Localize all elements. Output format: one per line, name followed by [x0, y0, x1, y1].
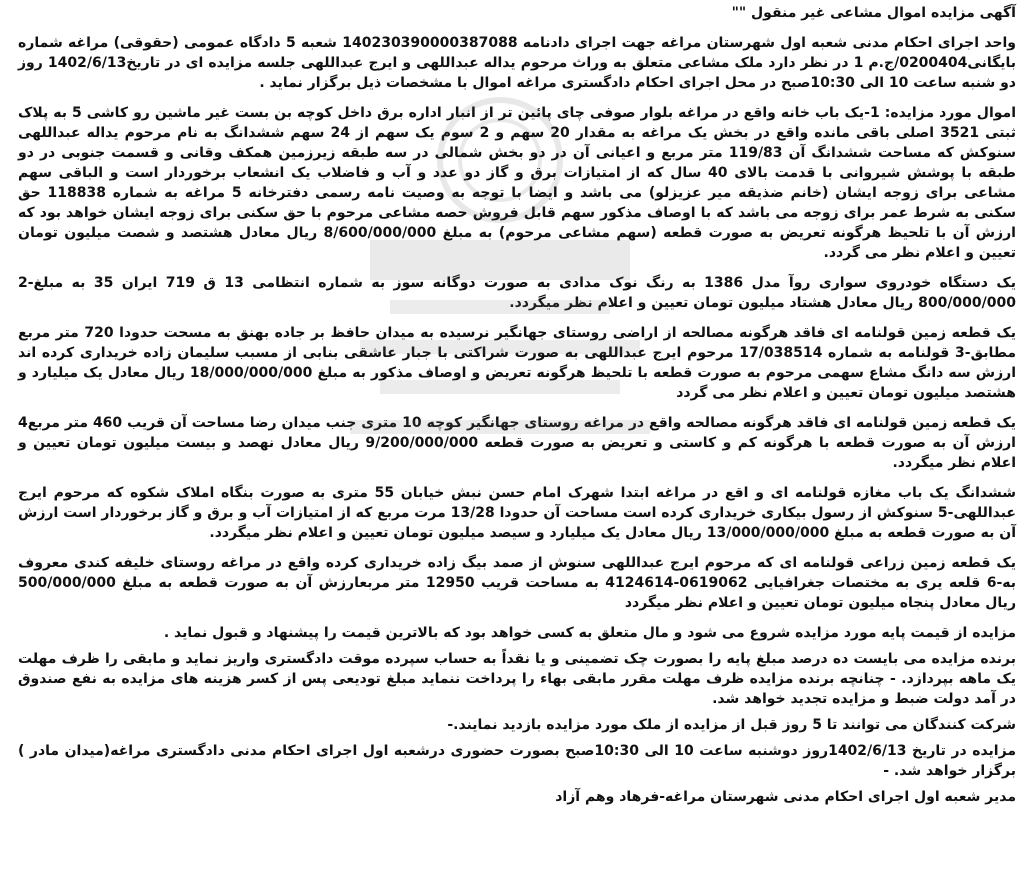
auction-item-6: یک قطعه زمین زراعی قولنامه ای که مرحوم ایرج عبداللهی سنوش از صمد بیگ زاده خریداری کرده واقع در مراغه روستای خلیفه کندی معروف به-6 قلعه یری به مختصات جغرافیایی 0619062-4124614 به مساحت قریب 12950 متر مربعارزش آن به صورت قطعه به مبلغ 500/000/000 ریال معادل پنجاه میلیون تومان تعیین و اعلام نظر میگردد: [18, 555, 1017, 611]
auction-rule-starting-price: مزایده از قیمت پایه مورد مزایده شروع می شود و مال متعلق به کسی خواهد بود که بالاترین قیمت را پیشنهاد و قبول نماید .: [163, 625, 1016, 641]
auction-rule-visit: شرکت کنندگان می توانند تا 5 روز قبل از مزایده از ملک مورد مزایده بازدید نمایند.-: [447, 717, 1016, 733]
auction-schedule: مزایده در تاریخ 1402/6/13روز دوشنبه ساعت 10 الی 10:30صبح بصورت حضوری درشعبه اول اجرای احکام مدنی دادگستری مراغه(میدان مادر ) برگزار خواهد شد. -: [18, 743, 1016, 779]
auction-item-5: ششدانگ یک باب مغازه قولنامه ای و اقع در مراغه ابتدا شهرک امام حسن نبش خیابان 55 متری به صورت بنگاه املاک شکوه که مرحوم ایرج عبداللهی-5 سنوکش از رسول بیکاری خریداری کرده است مساحت آن حدودا 13/28 مرت مربع که از امتیازات آب و برق و گاز برخوردار است ارزش آن به صورت قطعه به مبلغ 13/000/000/000 ریال معادل یک میلیارد و سیصد میلیون تومان تعیین و اعلام نظر میگردد.: [18, 485, 1016, 541]
auction-rule-payment: برنده مزایده می بایست ده درصد مبلغ پایه را بصورت چک تضمینی و یا نقداً به حساب سپرده موقت دادگستری واریز نماید و مابقی را ظرف مهلت یک ماهه بپردازد. - چنانچه برنده مزایده ظرف مهلت مقرر مابقی بهاء را پرداخت ننماید مبلغ تودیعی پس از کسر هزینه های مزایده به نفع صندوق در آمد دولت ضبط و مزایده تجدید خواهد شد.: [18, 651, 1016, 707]
auction-item-3: یک قطعه زمین قولنامه ای فاقد هرگونه مصالحه از اراضی روستای جهانگیر نرسیده به میدان حافظ بر جاده بهنق به مسحت حدودا 720 متر مربع مطابق-3 قولنامه به شماره 17/038514 مرحوم ایرج عبداللهی به صورت شراکتی با جبار عاشقی بنابی از مسبب سلیمان زاده خریداری کرده اند ارزش سه دانگ مشاع سهمی مرحوم به صورت قطعه با تلحیظ هرگونه تعریض و اوصاف مذکور به مبلغ 18/000/000/000 ریال معادل یک میلیارد و هشتصد میلیون تومان تعیین و اعلام نظر می گردد: [18, 325, 1017, 401]
auction-item-4: یک قطعه زمین قولنامه ای فاقد هرگونه مصالحه واقع در مراغه روستای جهانگیر کوچه 10 متری جنب میدان رضا مساحت آن قریب 460 متر مربع4 ارزش آن به صورت قطعه با هرگونه کم و کاستی و تعریض به صورت قطعه 9/200/000/000 ریال معادل نهصد و بیست میلیون تومان تعیین و اعلام نظر میگردد.: [18, 415, 1016, 471]
auction-item-1: اموال مورد مزایده: 1-یک باب خانه واقع در مراغه بلوار صوفی چای پائین تر از انبار اداره برق داخل کوچه بن بست غیر ماشین رو کاشی 5 به پلاک ثبتی 3521 اصلی باقی مانده واقع در بخش یک مراغه به مقدار 20 سهم و 2 سوم یک سهم از 24 سهم ششدانگ به نام مرحوم یداله عبداللهی سنوکش که مساحت ششدانگ آن 119/83 متر مربع و اعیانی آن در دو بخش شمالی در سه طبقه زیرزمین همکف وقانی و قسمت جنوبی در دو طبقه با پوشش شیروانی با قدمت بالای 40 سال که از امتیازات برق و گاز دو عدد و آب و فاضلاب یک انشعاب برخوردار است و الباقی سهم مشاعی برای زوجه ایشان (خانم ضذیقه میر عزیزلو) می باشد و ایضا با توجه به وصیت نامه رسمی دفترخانه 5 مراغه به شماره 118838 حق سکنی به شرط عمر برای زوجه می باشد که با اوصاف مذکور سهم قابل فروش حصه مشاعی مرحوم با حق سکنی برای زوجه ایشان خواهد بود که ارزش آن با تلحیظ هرگونه تعریض به صورت قطعه (سهم مشاعی مرحوم) به مبلغ 8/600/000/000 ریال معادل هشتصد و شصت میلیون تومان تعیین و اعلام نظر می گردد.: [18, 105, 1016, 261]
notice-title: آگهی مزایده اموال مشاعی غیر منقول "": [731, 5, 1016, 21]
signature-line: مدیر شعبه اول اجرای احکام مدنی شهرستان مراغه-فرهاد وهم آزاد: [555, 789, 1016, 805]
auction-item-2: یک دستگاه خودروی سواری روآ مدل 1386 به رنگ نوک مدادی به صورت دوگانه سوز به شماره انتظامی 13 ق 719 ایران 35 به مبلغ-2 800/000/000 ریال معادل هشتاد میلیون تومان تعیین و اعلام نظر میگردد.: [18, 275, 1017, 311]
notice-intro: واحد اجرای احکام مدنی شعبه اول شهرستان مراغه جهت اجرای دادنامه 140230390000387088 شعبه 5 دادگاه عمومی (حقوقی) مراغه شماره بایگانی0200404/ج.م 1 در نظر دارد ملک مشاعی متعلق به وراث مرحوم یداله عبداللهی و ایرج عبداللهی جلسه مزایده ای در تاریخ1402/6/13 روز دو شنبه ساعت 10 الی 10:30صبح در محل اجرای احکام دادگستری مراغه اموال با مشخصات ذیل برگزار نماید .: [18, 35, 1017, 91]
